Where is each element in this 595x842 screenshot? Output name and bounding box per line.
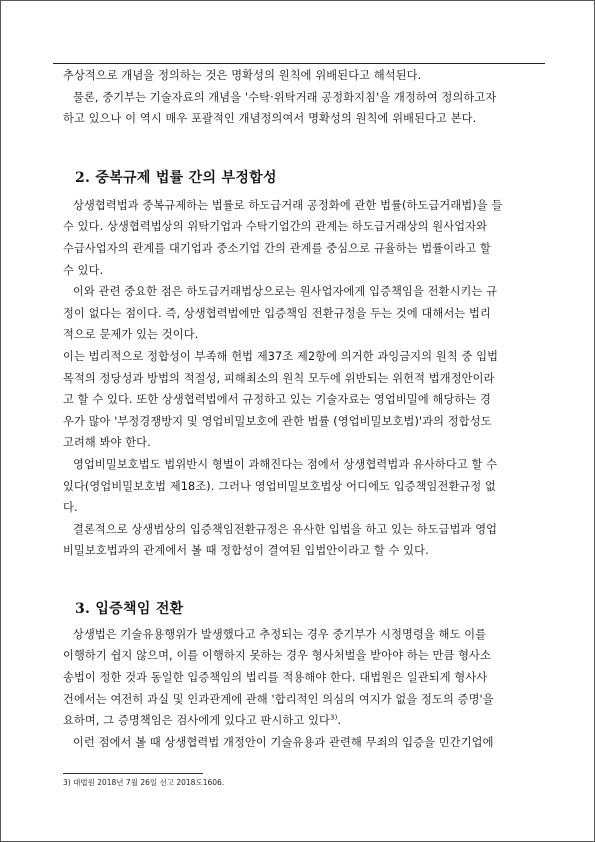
text-line: 상생법은 기술유용행위가 발생했다고 추정되는 경우 중기부가 시정명령을 해도 이를 [73,627,487,641]
section-heading-2: 2. 중복규제 법률 간의 부정합성 [75,169,277,186]
text-line: 이와 관련 중요한 점은 하도급거래법상으로는 원사업자에게 입증책임을 전환시키는 규 [73,285,498,299]
footnote: 3) 대법원 2018년 7월 26일 선고 2018도1606. [63,778,225,787]
document-body [63,65,541,753]
section3-paragraph-2 [63,732,541,754]
text-line: 영업비밀보호법도 법위반시 형벌이 과해진다는 점에서 상생협력법과 유사하다고 할 수 [73,457,498,471]
text-line: 수급사업자의 관계를 대기업과 중소기업 간의 관계를 중심으로 규율하는 법률이라고 할 [63,241,491,255]
text-line: 이런 점에서 볼 때 상생협력법 개정안이 기술유용과 관련해 무죄의 입증을 민간기업에 [73,735,494,749]
top-rule [53,63,545,64]
text-fragment: 요하며, 그 증명책임은 검사에게 있다고 판시하고 있다 [63,714,331,728]
text-line: 수 있다. [63,263,104,277]
text-line: 비밀보호법과의 관계에서 볼 때 정합성이 결여된 입법안이라고 할 수 있다. [63,544,429,558]
text-line: 수 있다. 상생협력법상의 위탁기업과 수탁기업간의 관계는 하도급거래상의 원사업자와 [63,220,488,234]
text-line: 고 할 수 있다. 또한 상생협력법에서 규정하고 있는 기술자료는 영업비밀에 해당하는 경 [63,393,491,407]
footnote-separator [63,773,203,774]
text-line: 목적의 정당성과 방법의 적절성, 피해최소의 원칙 모두에 위반되는 위헌적 법개정안이라 [63,371,495,385]
text-fragment: . [337,714,342,728]
section2-paragraph-4 [63,454,541,519]
section2-paragraph-3 [63,346,541,454]
text-line: 결론적으로 상생법상의 입증책임전환규정은 유사한 입법을 하고 있는 하도급법과 영업 [73,522,498,536]
text-line: 이행하기 쉽지 않으며, 이를 이행하지 못하는 경우 형사처벌을 받아야 하는 만큼 형사소 [63,649,491,663]
text-line: 정이 없다는 점이다. 즉, 상생협력법에만 입증책임 전환규정을 두는 것에 대해서는 법리 [63,306,491,320]
section2-paragraph-5 [63,519,541,562]
section-heading-3: 3. 입증책임 전환 [75,600,184,617]
section2-paragraph-2 [63,281,541,346]
text-line: 고려해 봐야 한다. [63,436,151,450]
text-line: 이는 법리적으로 정합성이 부족해 헌법 제37조 제2항에 의거한 과잉금지의 원칙 중 입법 [63,349,499,363]
text-line: 송법이 정한 것과 동일한 입증책임의 법리를 적용해야 한다. 대법원은 일관되게 형사사 [63,671,488,685]
text-line: 건에서는 여전히 과실 및 인과관계에 관해 '합리적인 의심의 여지가 없을 정도의 증명'을 [63,692,494,706]
text-line: 우가 많아 '부정경쟁방지 및 영업비밀보호에 관한 법률 (영업비밀보호법)'과의 정합성도 [63,414,492,428]
intro-paragraph-2 [63,87,541,130]
text-line: 적으로 문제가 있는 것이다. [63,328,199,342]
text-line: 다. [63,501,78,515]
text-line [63,710,541,732]
text-line: 하고 있으나 이 역시 매우 포괄적인 개념정의여서 명확성의 원칙에 위배된다고 본다. [63,112,477,126]
text-line: 있다(영업비밀보호법 제18조). 그러나 영업비밀보호법상 어디에도 입증책임전환규정 없 [63,479,497,493]
text-line: 추상적으로 개념을 정의하는 것은 명확성의 원칙에 위배된다고 해석된다. [63,69,422,82]
section2-paragraph-1 [63,195,541,281]
text-line: 물론, 중기부는 기술자료의 개념을 '수탁·위탁거래 공정화지침'을 개정하여 정의하고자 [73,90,497,104]
section3-paragraph-1 [63,624,541,732]
text-line: 상생협력법과 중복규제하는 법률로 하도급거래 공정화에 관한 법률(하도급거래법)을 들 [73,198,503,212]
intro-paragraph-1 [63,65,541,87]
footnote-marker: 3) [330,713,338,722]
